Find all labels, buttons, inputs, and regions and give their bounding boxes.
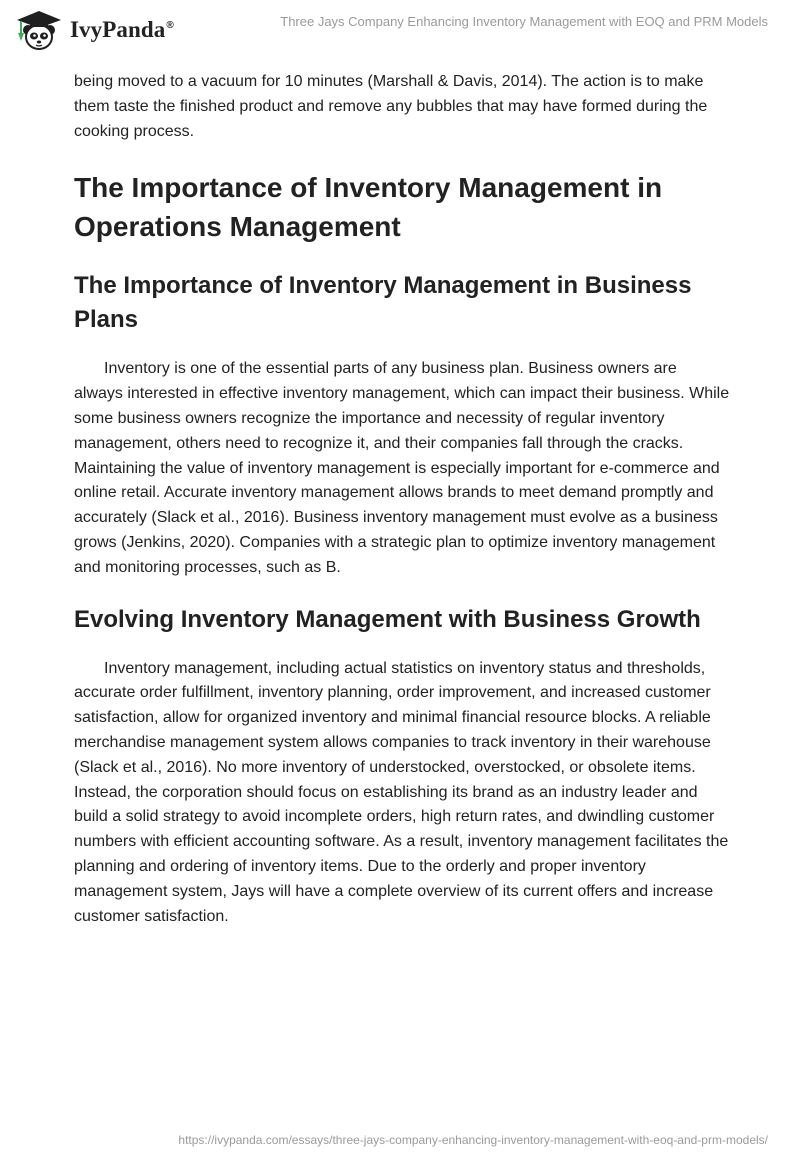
essay-content: [74, 70, 730, 929]
section-heading: The Importance of Inventory Management in Operations Management: [74, 172, 663, 243]
registered-mark: ®: [166, 20, 174, 32]
subsection-heading-business-growth: Evolving Inventory Management with Business Growth: [74, 605, 701, 633]
page-header: [0, 0, 800, 64]
logo-wordmark: IvyPanda®: [70, 17, 174, 42]
document-title: Three Jays Company Enhancing Inventory Management with EOQ and PRM Models: [280, 14, 768, 29]
intro-paragraph: being moved to a vacuum for 10 minutes (Marshall & Davis, 2014). The action is to make them taste the finished product and remove any bubbles that may have formed during the cooking process.: [74, 73, 708, 140]
business-growth-paragraph: Inventory management, including actual statistics on inventory status and thresholds, accurate order fulfillment, inventory planning, order improvement, and increased customer satisfaction, allow for organized inventory and minimal financial resource blocks. A reliable merchandise management system allows companies to track inventory in their warehouse (Slack et al., 2016). No more inventory of understocked, overstocked, or obsolete items. Instead, the corporation should focus on establishing its brand as an industry leader and build a solid strategy to avoid incomplete orders, high return rates, and dwindling customer numbers with efficient accounting software. As a result, inventory management facilitates the planning and ordering of inventory items. Due to the orderly and proper inventory management system, Jays will have a complete overview of its current offers and increase customer satisfaction.: [74, 659, 729, 925]
subsection-heading-business-plans: The Importance of Inventory Management in Business Plans: [74, 272, 692, 334]
source-url[interactable]: https://ivypanda.com/essays/three-jays-company-enhancing-inventory-management-with-eoq-and-prm-models/: [178, 1133, 768, 1147]
ivypanda-logo[interactable]: [14, 8, 174, 52]
business-plans-paragraph: Inventory is one of the essential parts of any business plan. Business owners are always interested in effective inventory management, which can impact their business. While some business owners recognize the importance and necessity of regular inventory management, others need to recognize it, and their companies fall through the cracks. Maintaining the value of inventory management is especially important for e-commerce and online retail. Accurate inventory management allows brands to meet demand promptly and accurately (Slack et al., 2016). Business inventory management must evolve as a business grows (Jenkins, 2020). Companies with a strategic plan to optimize inventory management and monitoring processes, such as B.: [74, 360, 730, 576]
panda-graduation-cap-icon: [14, 8, 64, 52]
